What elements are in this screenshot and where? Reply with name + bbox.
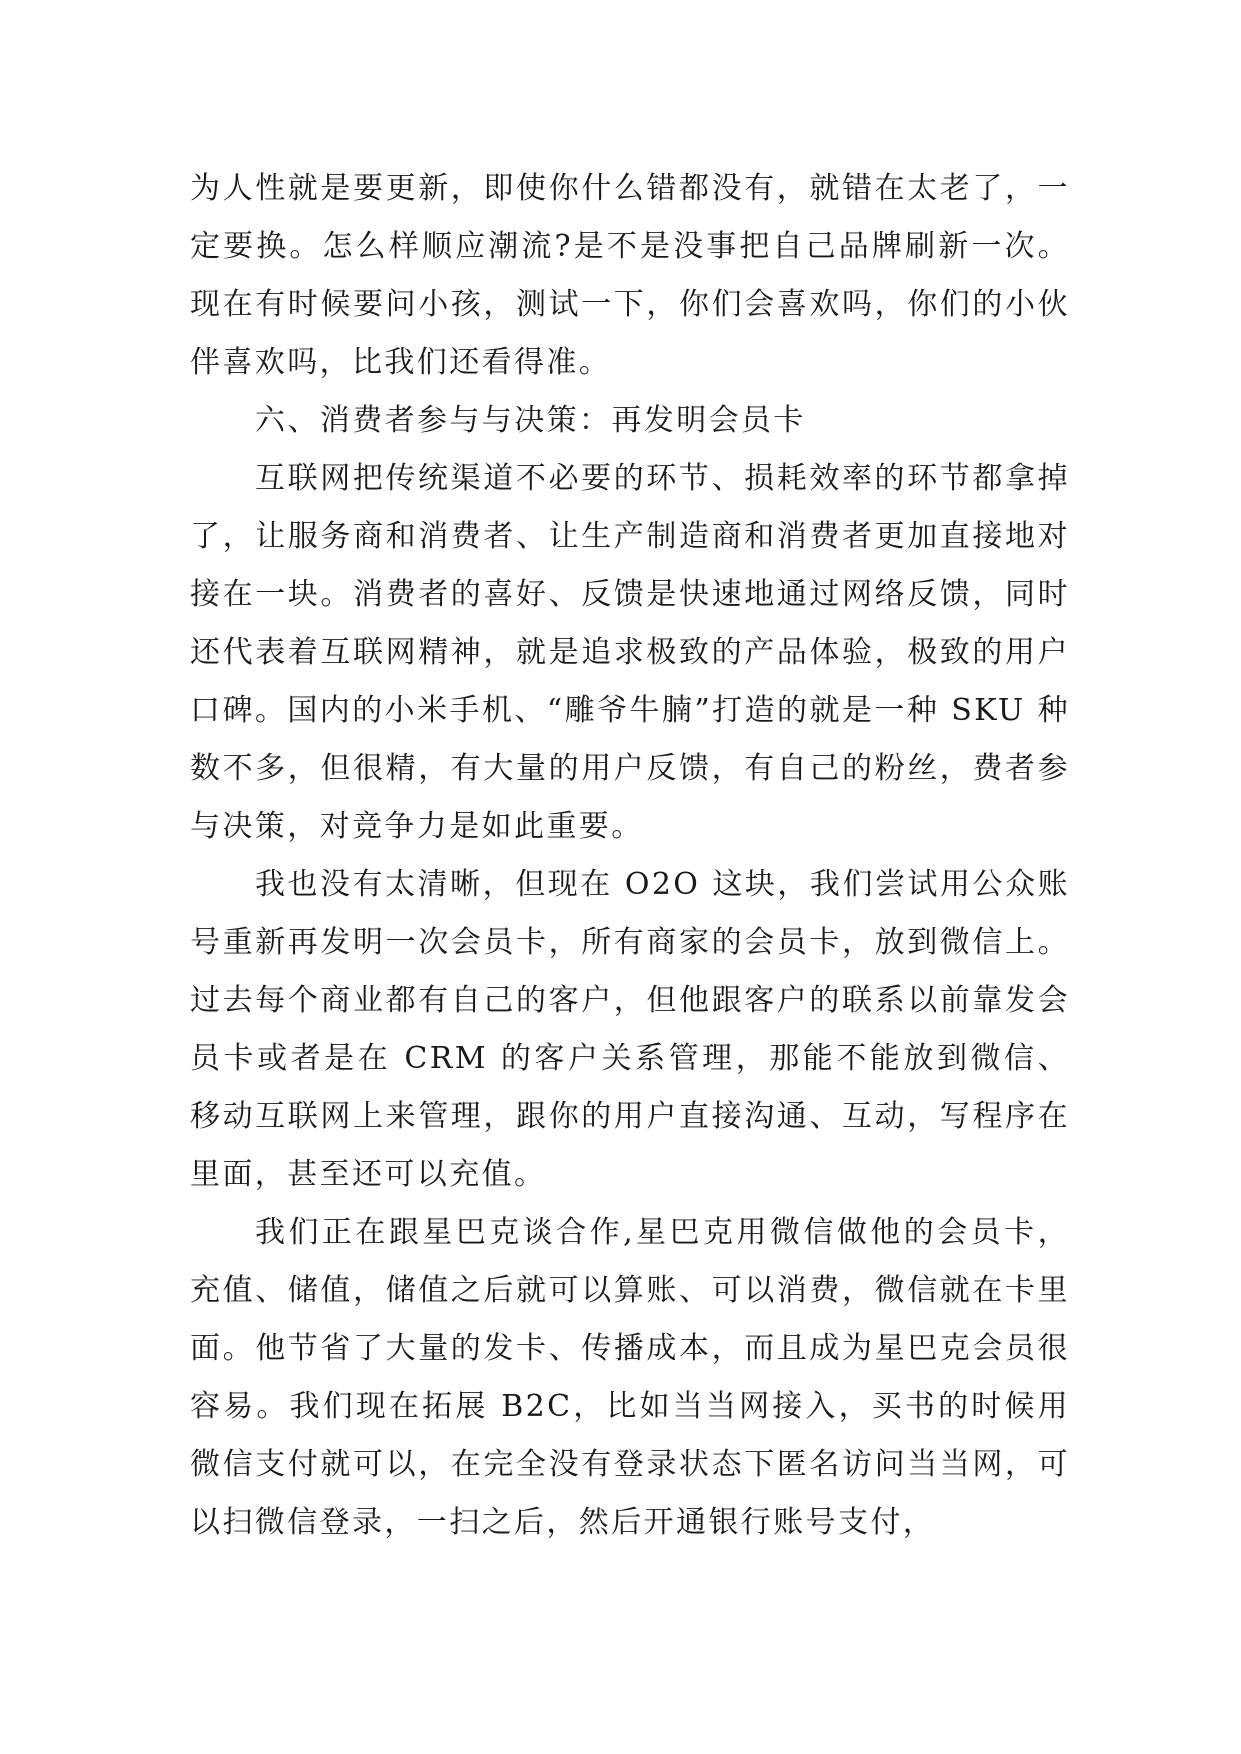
document-body [190, 160, 1070, 1552]
paragraph: 我们正在跟星巴克谈合作,星巴克用微信做他的会员卡，充值、储值，储值之后就可以算账、可以消费，微信就在卡里面。他节省了大量的发卡、传播成本，而且成为星巴克会员很容易。我们现在拓展 B2C，比如当当网接入，买书的时候用微信支付就可以，在完全没有登录状态下匿名访问当当网，可以扫微信登录，一扫之后，然后开通银行账号支付， [190, 1215, 1070, 1540]
paragraph: 我也没有太清晰，但现在 O2O 这块，我们尝试用公众账号重新再发明一次会员卡，所有商家的会员卡，放到微信上。过去每个商业都有自己的客户，但他跟客户的联系以前靠发会员卡或者是在 CRM 的客户关系管理，那能不能放到微信、移动互联网上来管理，跟你的用户直接沟通、互动，写程序在里面，甚至还可以充值。 [190, 867, 1070, 1192]
paragraph: 互联网把传统渠道不必要的环节、损耗效率的环节都拿掉了，让服务商和消费者、让生产制造商和消费者更加直接地对接在一块。消费者的喜好、反馈是快速地通过网络反馈，同时还代表着互联网精神，就是追求极致的产品体验，极致的用户口碑。国内的小米手机、“雕爷牛腩”打造的就是一种 SKU 种数不多，但很精，有大量的用户反馈，有自己的粉丝，费者参与决策，对竞争力是如此重要。 [190, 461, 1070, 844]
paragraph-continuation: 为人性就是要更新，即使你什么错都没有，就错在太老了，一定要换。怎么样顺应潮流?是不是没事把自己品牌刷新一次。现在有时候要问小孩，测试一下，你们会喜欢吗，你们的小伙伴喜欢吗，比我们还看得准。 [190, 171, 1070, 380]
section-heading: 六、消费者参与与决策：再发明会员卡 [255, 403, 806, 438]
